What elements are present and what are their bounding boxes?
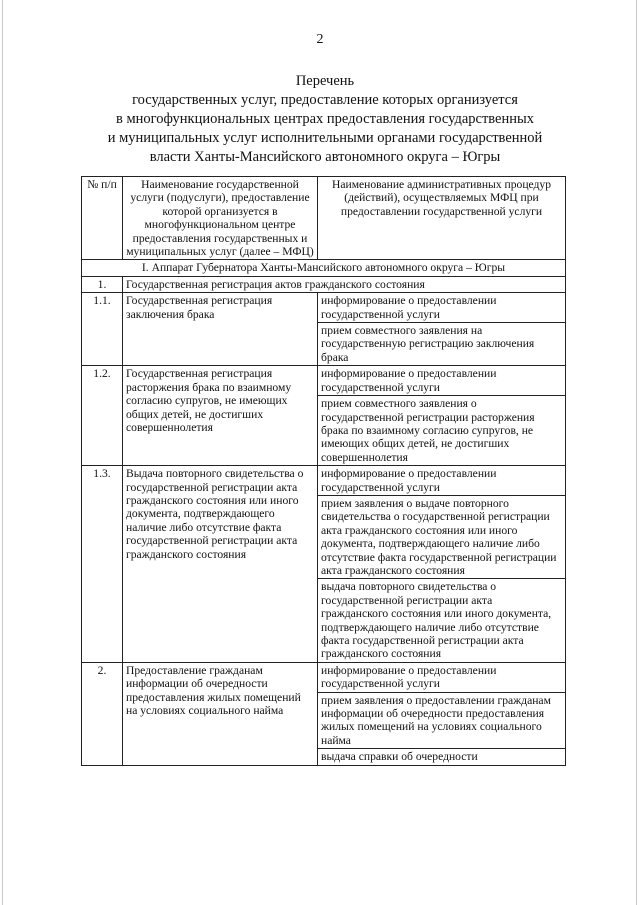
procedure: прием заявления о выдаче повторного свидетельства о государственной регистрации акта гражданского состояния или иного документа, подтверждающего наличие либо отсутствие факта государственной регистрации акта гражданского состояния	[318, 495, 566, 578]
section-title: I. Аппарат Губернатора Ханты-Мансийского автономного округа – Югры	[82, 260, 566, 276]
procedure: прием совместного заявления на государственную регистрацию заключения брака	[318, 323, 566, 366]
title-line: и муниципальных услуг исполнительными органами государственной	[107, 130, 543, 146]
title-line: в многофункциональных центрах предоставления государственных	[115, 111, 535, 127]
procedure: информирование о предоставлении государственной услуги	[318, 366, 566, 396]
group-name: Государственная регистрация актов гражданского состояния	[123, 276, 566, 292]
procedure: прием заявления о предоставлении гражданам информации об очередности предоставления жилых помещений на условиях социального найма	[318, 692, 566, 749]
title-line: Перечень	[295, 73, 355, 89]
item-number: 1.3.	[82, 466, 123, 663]
header-procedures: Наименование административных процедур (действий), осуществляемых МФЦ при предоставлении государственной услуги	[318, 177, 566, 260]
section-row	[82, 260, 566, 276]
service-name: Государственная регистрация заключения брака	[123, 293, 318, 366]
item-number: 1.2.	[82, 366, 123, 466]
table-row	[82, 466, 566, 496]
group-row	[82, 276, 566, 292]
table-row	[82, 662, 566, 692]
header-service-name: Наименование государственной услуги (подуслуги), предоставление которой организуется в многофункциональном центре предоставления государственных и муниципальных услуг (далее – МФЦ)	[123, 177, 318, 260]
procedure: выдача повторного свидетельства о государственной регистрации акта гражданского состояния или иного документа, подтверждающего наличие либо отсутствие факта государственной регистрации акта гражданского состояния	[318, 579, 566, 662]
scan-edge-right	[636, 0, 637, 905]
table-row	[82, 293, 566, 323]
group-number: 1.	[82, 276, 123, 292]
item-number: 2.	[82, 662, 123, 765]
services-table	[81, 176, 566, 766]
table-row	[82, 366, 566, 396]
page-number: 2	[316, 32, 324, 47]
header-number: № п/п	[82, 177, 123, 260]
service-name: Выдача повторного свидетельства о государственной регистрации акта гражданского состояния или иного документа, подтверждающего наличие либо отсутствие факта государственной регистрации акта гражданского состояния	[123, 466, 318, 663]
service-name: Предоставление гражданам информации об очередности предоставления жилых помещений на условиях социального найма	[123, 662, 318, 765]
table-header-row	[82, 177, 566, 260]
procedure: выдача справки об очередности	[318, 749, 566, 765]
document-title	[60, 72, 590, 167]
title-line: государственных услуг, предоставление которых организуется	[132, 92, 518, 108]
procedure: информирование о предоставлении государственной услуги	[318, 662, 566, 692]
title-line: власти Ханты-Мансийского автономного округа – Югры	[149, 149, 501, 165]
procedure: информирование о предоставлении государственной услуги	[318, 293, 566, 323]
item-number: 1.1.	[82, 293, 123, 366]
service-name: Государственная регистрация расторжения брака по взаимному согласию супругов, не имеющих общих детей, не достигших совершеннолетия	[123, 366, 318, 466]
procedure: информирование о предоставлении государственной услуги	[318, 466, 566, 496]
procedure: прием совместного заявления о государственной регистрации расторжения брака по взаимному согласию супругов, не имеющих общих детей, не достигших совершеннолетия	[318, 396, 566, 466]
scan-edge-left	[2, 0, 3, 905]
